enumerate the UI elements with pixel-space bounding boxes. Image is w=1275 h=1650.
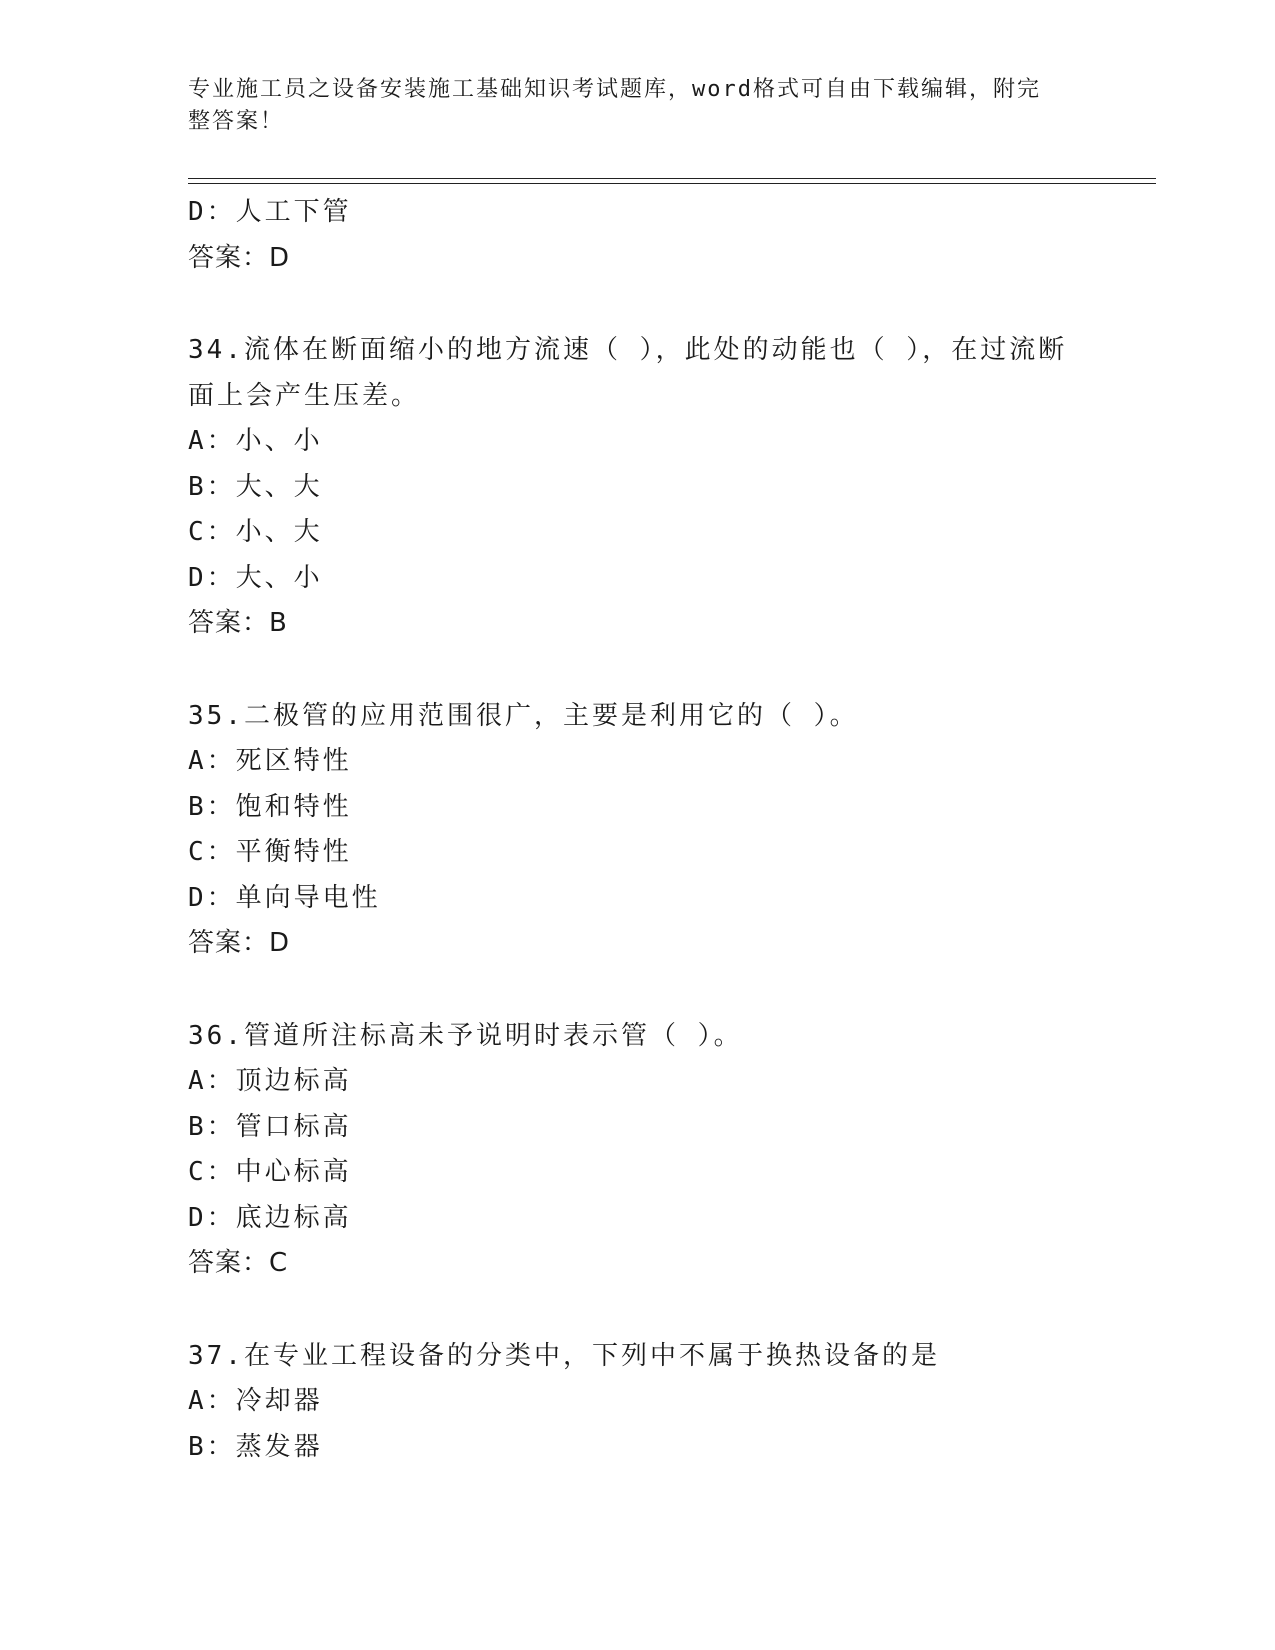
question-gap — [188, 967, 1088, 1014]
option-a: A：死区特性 — [188, 746, 352, 776]
header-divider-bottom — [188, 183, 1156, 184]
question-gap — [188, 647, 1088, 694]
question-37 — [188, 1334, 1088, 1471]
option-d: D：底边标高 — [188, 1202, 352, 1233]
option-b: B：大、大 — [188, 471, 323, 502]
option-b: B：饱和特性 — [188, 791, 352, 822]
question-stem: 35.二极管的应用范围很广，主要是利用它的（ ）。 — [188, 700, 859, 731]
question-33-tail — [188, 190, 1088, 281]
option-d: D：大、小 — [188, 562, 323, 593]
question-stem: 37.在专业工程设备的分类中，下列中不属于换热设备的是 — [188, 1340, 940, 1371]
option-d: D：人工下管 — [188, 197, 352, 227]
option-c: C：小、大 — [188, 517, 323, 547]
option-a: A：冷却器 — [188, 1386, 323, 1416]
option-c: C：平衡特性 — [188, 837, 352, 867]
option-d: D：单向导电性 — [188, 882, 381, 913]
question-stem-line-1: 34.流体在断面缩小的地方流速（ ），此处的动能也（ ），在过流断 — [188, 335, 1068, 365]
question-stem-line-2: 面上会产生压差。 — [188, 380, 421, 411]
question-gap — [188, 1287, 1088, 1334]
answer-line: 答案：B — [188, 608, 288, 638]
header-title-line-1: 专业施工员之设备安装施工基础知识考试题库，word格式可自由下载编辑，附完 — [188, 77, 1041, 102]
option-b: B：管口标高 — [188, 1111, 352, 1142]
option-c: C：中心标高 — [188, 1157, 352, 1187]
question-gap — [188, 281, 1088, 328]
option-b: B：蒸发器 — [188, 1431, 323, 1462]
option-a: A：小、小 — [188, 426, 323, 456]
option-a: A：顶边标高 — [188, 1066, 352, 1096]
answer-line: 答案：D — [188, 928, 291, 958]
question-list — [188, 190, 1088, 1470]
question-36 — [188, 1014, 1088, 1287]
question-34 — [188, 328, 1088, 647]
page-header — [188, 74, 1068, 138]
question-35 — [188, 694, 1088, 967]
answer-line: 答案：D — [188, 242, 291, 273]
header-title-line-2: 整答案！ — [188, 109, 285, 134]
question-stem: 36.管道所注标高未予说明时表示管（ ）。 — [188, 1020, 743, 1051]
answer-line: 答案：C — [188, 1248, 289, 1278]
header-divider-top — [188, 178, 1156, 179]
